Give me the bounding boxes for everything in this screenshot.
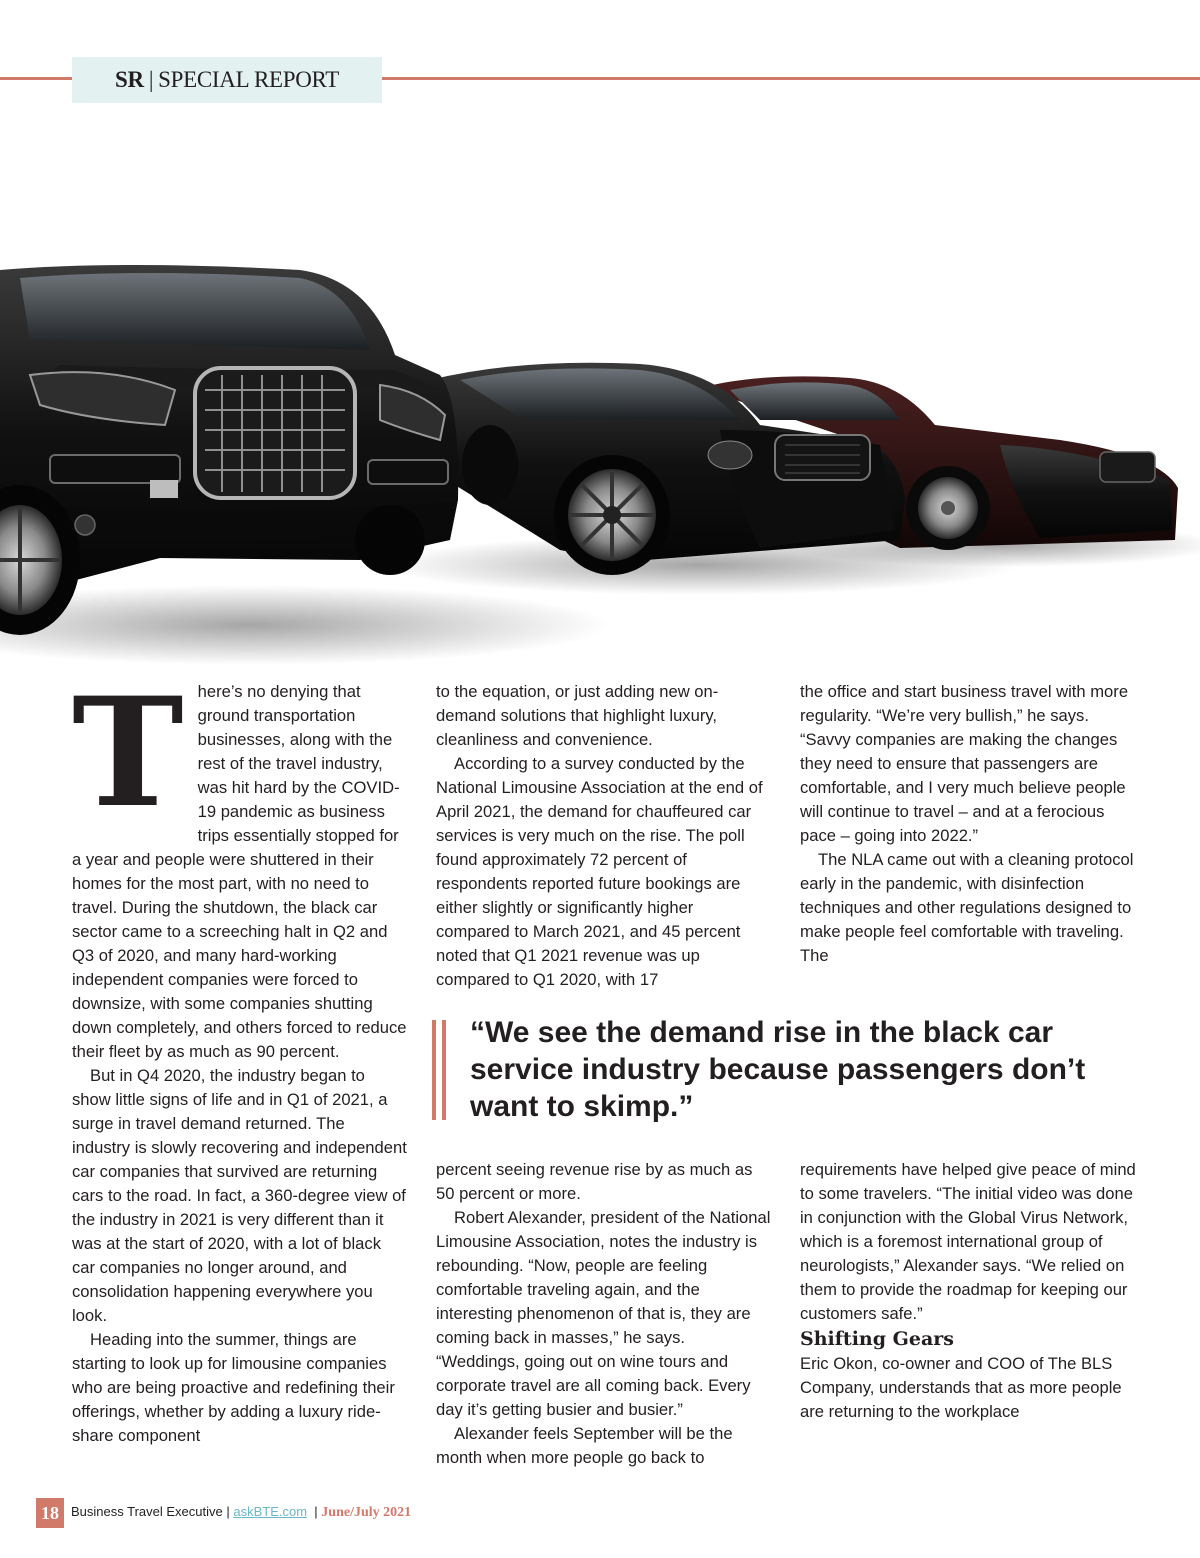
section-name: SPECIAL REPORT — [158, 67, 339, 92]
pull-quote-bars — [432, 1020, 448, 1120]
column-2-bottom — [436, 1158, 771, 1470]
column-1 — [72, 665, 407, 1448]
section-header — [72, 57, 382, 103]
paragraph: According to a survey conducted by the National Limousine Association at the end of April 2021, the demand for chauffeured car services is very much on the rise. The poll found approximately 72 percent of respondents reported future bookings are either slightly or significantly higher compared to March 2021, and 45 percent noted that Q1 2021 revenue was up compared to Q1 2020, with 17 — [436, 754, 763, 989]
paragraph: the office and start business travel with more regularity. “We’re very bullish,” he says. “Savvy companies are making the changes they need to ensure that passengers are comfortable, and I very much believe people will continue to travel – and at a ferocious pace – going into 2022.” — [800, 682, 1129, 845]
paragraph: Robert Alexander, president of the National Limousine Association, notes the industry is rebounding. “Now, people are feeling comfortable traveling again, and the interesting phenomenon of that is, they are coming back in masses,” he says. “Weddings, going out on wine tours and corporate travel are all coming back. Every day it’s getting busier and busier.” — [436, 1208, 771, 1419]
header-rule-right — [382, 77, 1200, 80]
paragraph: Alexander feels September will be the month when more people go back to — [436, 1424, 733, 1467]
website-link[interactable]: askBTE.com — [233, 1504, 308, 1519]
subhead: Shifting Gears — [800, 1328, 954, 1350]
issue-date: June/July 2021 — [321, 1505, 412, 1520]
column-3-top — [800, 680, 1135, 968]
footer — [71, 1504, 411, 1521]
paragraph: The NLA came out with a cleaning protocol early in the pandemic, with disinfection techniques and other regulations designed to make people feel comfortable with traveling. The — [800, 850, 1134, 965]
paragraph: Heading into the summer, things are starting to look up for limousine companies who are being proactive and redefining their offerings, whether by adding a luxury ride-share component — [72, 1330, 395, 1445]
section-abbr: SR — [115, 67, 144, 92]
paragraph: percent seeing revenue rise by as much as 50 percent or more. — [436, 1160, 753, 1203]
paragraph: here’s no denying that ground transportation businesses, along with the rest of the travel industry, was hit hard by the COVID-19 pandemic as business trips essentially stopped for a year and people were shuttered in their homes for the most part, with no need to travel. During the shutdown, the black car sector came to a screeching halt in Q2 and Q3 of 2020, and many hard-working independent companies were forced to downsize, with some companies shutting down completely, and others forced to reduce their fleet by as much as 90 percent. — [72, 682, 407, 1061]
paragraph: But in Q4 2020, the industry began to show little signs of life and in Q1 of 2021, a surge in travel demand returned. The industry is slowly recovering and independent car companies that survived are returning cars to the road. In fact, a 360-degree view of the industry in 2021 is very different than it was at the start of 2020, with a lot of black car companies no longer around, and consolidation happening everywhere you look. — [72, 1066, 407, 1325]
column-2-top — [436, 680, 771, 992]
hero-image-black-cars — [0, 240, 1200, 690]
paragraph: Eric Okon, co-owner and COO of The BLS Company, understands that as more people are returning to the workplace — [800, 1354, 1122, 1421]
pull-quote: “We see the demand rise in the black car service industry because passengers don’t want to skimp.” — [470, 1016, 1086, 1123]
paragraph: requirements have helped give peace of mind to some travelers. “The initial video was done in conjunction with the Global Virus Network, which is a foremost international group of neurologists,” Alexander says. “We relied on them to provide the roadmap for keeping our customers safe.” — [800, 1160, 1136, 1323]
footer-divider: | — [226, 1504, 234, 1519]
car-suv-left — [0, 265, 458, 635]
column-3-bottom — [800, 1158, 1140, 1424]
page-number: 18 — [36, 1498, 64, 1528]
header-rule-left — [0, 77, 72, 80]
paragraph: to the equation, or just adding new on-demand solutions that highlight luxury, cleanliness and convenience. — [436, 682, 719, 749]
footer-divider: | — [310, 1504, 322, 1519]
publication-name: Business Travel Executive — [71, 1504, 223, 1519]
drop-cap: T — [72, 665, 180, 841]
header-divider: | — [148, 67, 154, 92]
